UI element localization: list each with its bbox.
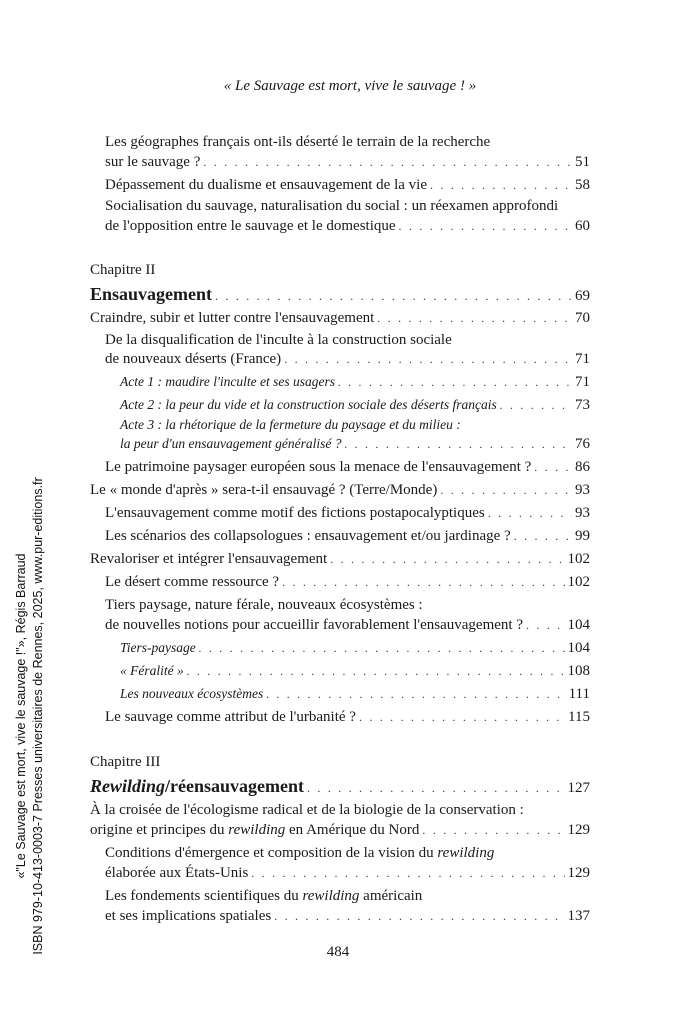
leader-dots	[284, 349, 572, 369]
toc-page-number: 104	[567, 640, 590, 656]
toc-entry-line	[105, 886, 590, 906]
title-text: Revaloriser et intégrer l'ensauvagement	[90, 551, 328, 567]
toc-entry-line	[105, 132, 590, 152]
title-text: origine et principes du	[90, 822, 229, 838]
title-text: L'ensauvagement comme motif des fictions postapocalyptiques	[105, 505, 485, 521]
toc-entry-line	[90, 752, 590, 772]
title-text: Craindre, subir et lutter contre l'ensauvagement	[90, 310, 375, 326]
title-text: Dépassement du dualisme et ensauvagement de la vie	[105, 177, 427, 193]
toc-entry-title	[105, 572, 279, 592]
toc-entry-line	[105, 906, 590, 926]
leader-dots	[377, 308, 572, 328]
title-text: américain	[359, 888, 423, 904]
leader-dots	[203, 152, 572, 172]
toc-entry-title	[105, 175, 427, 195]
italic-term: Rewilding	[90, 776, 166, 796]
leader-dots	[338, 372, 572, 392]
title-text: Le « monde d'après » sera-t-il ensauvagé ? (Terre/Monde)	[90, 482, 438, 498]
toc-entry-line	[90, 308, 590, 328]
toc-entry-line	[90, 549, 590, 569]
toc-entry-title	[90, 820, 419, 840]
toc-entry-title	[90, 800, 524, 820]
toc-page-number: 58	[575, 177, 590, 193]
leader-dots	[251, 863, 564, 883]
toc-entry-title	[90, 260, 155, 280]
leader-dots	[215, 286, 572, 306]
toc-entry-title	[105, 132, 490, 152]
italic-term: rewilding	[437, 845, 495, 861]
toc-page-number: 108	[567, 663, 590, 679]
leader-dots	[500, 395, 572, 415]
toc-entry-line	[105, 196, 590, 216]
title-text: Les scénarios des collapsologues : ensauvagement et/ou jardinage ?	[105, 528, 511, 544]
toc-entry-title	[105, 863, 248, 883]
toc-entry-title	[120, 395, 497, 415]
toc-entry-line	[120, 684, 590, 704]
toc-entry-title	[90, 480, 437, 500]
toc-entry-title	[90, 308, 374, 328]
toc-page-number: 86	[575, 459, 590, 475]
toc-entry-title	[105, 595, 423, 615]
title-text: Socialisation du sauvage, naturalisation du social : un réexamen approfondi	[105, 198, 559, 214]
toc-entry-title	[120, 661, 184, 681]
leader-dots	[430, 175, 572, 195]
title-text: Acte 1 : maudire l'inculte et ses usagers	[120, 374, 335, 389]
toc-page-number: 76	[575, 436, 590, 452]
leader-dots	[307, 778, 565, 798]
toc-page-number: 137	[567, 908, 590, 924]
toc-entry-line	[105, 457, 590, 477]
toc-entry-line	[90, 800, 590, 820]
leader-dots	[187, 661, 565, 681]
title-text: de nouveaux déserts (France)	[105, 351, 282, 367]
title-text: de l'opposition entre le sauvage et le domestique	[105, 218, 396, 234]
title-text: élaborée aux États-Unis	[105, 865, 249, 881]
title-text: « Féralité »	[120, 663, 184, 678]
toc-page-number: 93	[575, 482, 590, 498]
toc-entry-title	[90, 752, 160, 772]
toc-entry-line	[105, 152, 590, 172]
toc-entry-line	[90, 284, 590, 304]
toc-entry-title	[105, 196, 558, 216]
toc-entry-line	[105, 175, 590, 195]
title-text: Acte 2 : la peur du vide et la construction sociale des déserts français	[120, 397, 497, 412]
title-text: Conditions d'émergence et composition de la vision du	[105, 845, 438, 861]
toc-page-number: 73	[575, 397, 590, 413]
toc-entry-line	[105, 526, 590, 546]
toc-entry-title	[90, 284, 212, 304]
toc-page-number: 111	[568, 686, 590, 702]
toc-entry-line	[90, 820, 590, 840]
leader-dots	[526, 615, 565, 635]
leader-dots	[514, 526, 572, 546]
toc-page-number: 102	[567, 574, 590, 590]
toc-page-number: 99	[575, 528, 590, 544]
toc-entry-line	[105, 216, 590, 236]
toc-entry-line	[90, 260, 590, 280]
toc-entry-line	[105, 503, 590, 523]
title-text: Les géographes français ont-ils déserté le terrain de la recherche	[105, 134, 491, 150]
toc-entry-title	[105, 349, 281, 369]
title-text: la peur d'un ensauvagement généralisé ?	[120, 436, 342, 451]
leader-dots	[359, 707, 565, 727]
toc-entry-line	[105, 330, 590, 350]
leader-dots	[266, 684, 565, 704]
toc-page-number: 93	[575, 505, 590, 521]
toc-entry-title	[120, 434, 341, 454]
italic-term: rewilding	[302, 888, 360, 904]
italic-term: rewilding	[228, 822, 286, 838]
toc-entry-title	[120, 638, 196, 658]
title-text: Le sauvage comme attribut de l'urbanité ?	[105, 709, 356, 725]
toc-entry-line	[105, 843, 590, 863]
toc-entry-title	[105, 457, 531, 477]
page-number: 484	[326, 944, 350, 960]
leader-dots	[199, 638, 565, 658]
toc-entry-line	[90, 480, 590, 500]
running-head: « Le Sauvage est mort, vive le sauvage ! »	[223, 78, 477, 94]
toc-entry-title	[90, 549, 327, 569]
toc-entry-line	[105, 572, 590, 592]
toc-entry-line	[120, 372, 590, 392]
title-text: Le désert comme ressource ?	[105, 574, 280, 590]
title-text: Chapitre III	[90, 754, 161, 770]
toc-entry-title	[105, 906, 271, 926]
title-text: et ses implications spatiales	[105, 908, 272, 924]
title-text: sur le sauvage ?	[105, 154, 201, 170]
title-text: Tiers-paysage	[120, 640, 196, 655]
toc-entry-line	[120, 415, 590, 435]
toc-entry-line	[105, 707, 590, 727]
toc-entry-line	[105, 615, 590, 635]
toc-entry-line	[120, 434, 590, 454]
leader-dots	[399, 216, 572, 236]
toc-page-number: 129	[567, 822, 590, 838]
title-text: Acte 3 : la rhétorique de la fermeture du paysage et du milieu :	[120, 417, 461, 432]
toc-entry-line	[105, 863, 590, 883]
toc-entry-line	[90, 776, 590, 796]
title-text: Les nouveaux écosystèmes	[120, 686, 264, 701]
title-text: Les fondements scientifiques du	[105, 888, 303, 904]
title-text: Ensauvagement	[90, 284, 213, 304]
leader-dots	[274, 906, 564, 926]
toc-entry-title	[105, 615, 523, 635]
toc-entry-line	[120, 395, 590, 415]
toc-entry-title	[105, 330, 452, 350]
title-text: Chapitre II	[90, 262, 156, 278]
toc-entry-title	[120, 415, 461, 435]
toc-page-number: 70	[575, 310, 590, 326]
toc-page-number: 102	[567, 551, 590, 567]
toc-entry-title	[105, 216, 396, 236]
toc-entry-line	[105, 349, 590, 369]
title-text: /réensauvagement	[165, 776, 304, 796]
leader-dots	[422, 820, 564, 840]
title-text: De la disqualification de l'inculte à la construction sociale	[105, 332, 452, 348]
title-text: en Amérique du Nord	[285, 822, 420, 838]
title-text: Tiers paysage, nature férale, nouveaux écosystèmes :	[105, 597, 423, 613]
leader-dots	[330, 549, 564, 569]
toc-entry-line	[120, 638, 590, 658]
toc-page-number: 69	[575, 288, 590, 304]
toc-entry-title	[105, 843, 494, 863]
toc-entry-title	[105, 707, 356, 727]
toc-page-number: 51	[575, 154, 590, 170]
title-text: Le patrimoine paysager européen sous la menace de l'ensauvagement ?	[105, 459, 532, 475]
title-text: À la croisée de l'écologisme radical et de la biologie de la conservation :	[90, 802, 524, 818]
toc-entry-title	[105, 503, 485, 523]
leader-dots	[282, 572, 564, 592]
toc-entry-line	[105, 595, 590, 615]
toc-page-number: 71	[575, 374, 590, 390]
toc-entry-title	[105, 526, 511, 546]
toc-page-number: 129	[567, 865, 590, 881]
toc-page-number: 127	[567, 780, 590, 796]
toc-page-number: 60	[575, 218, 590, 234]
toc-entry-title	[90, 776, 304, 796]
toc-page-number: 104	[567, 617, 590, 633]
side-notice-line1: «"Le Sauvage est mort, vive le sauvage !"», Régis Barraud	[14, 553, 28, 879]
toc-entry-title	[105, 152, 200, 172]
side-copyright-notice	[13, 426, 47, 1006]
toc-entry-line	[120, 661, 590, 681]
title-text: de nouvelles notions pour accueillir favorablement l'ensauvagement ?	[105, 617, 523, 633]
toc-page-number: 115	[568, 709, 590, 725]
leader-dots	[534, 457, 572, 477]
leader-dots	[440, 480, 572, 500]
leader-dots	[488, 503, 572, 523]
toc-entry-title	[105, 886, 422, 906]
leader-dots	[344, 434, 572, 454]
toc-entry-title	[120, 372, 335, 392]
toc-page-number: 71	[575, 351, 590, 367]
toc-entry-title	[120, 684, 263, 704]
side-notice-line2: ISBN 979-10-413-0003-7 Presses universitaires de Rennes, 2025, www.pur-editions.fr	[31, 477, 45, 955]
